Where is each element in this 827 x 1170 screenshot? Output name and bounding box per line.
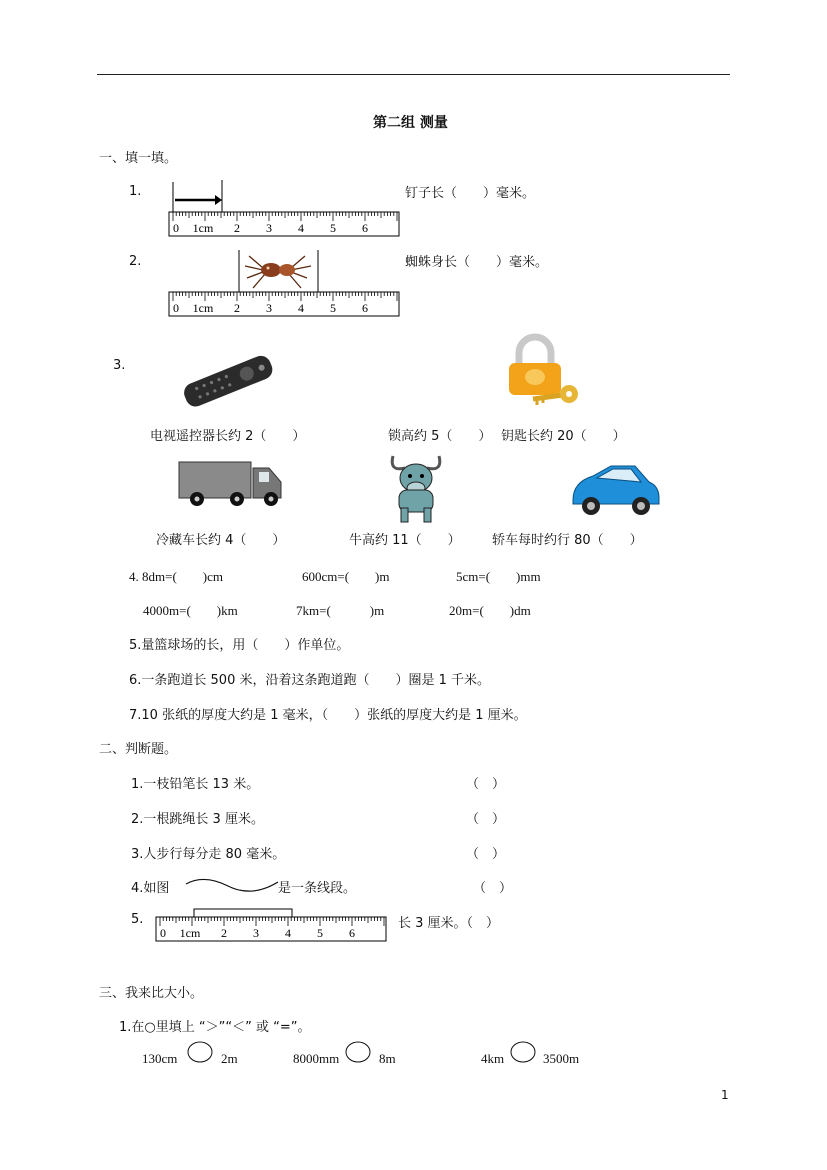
section2-heading: 二、判断题。 bbox=[99, 742, 178, 757]
compare-2-right: 8m bbox=[379, 1051, 396, 1066]
compare-instruction: 1.在○里填上 “＞”“＜” 或 “=”。 bbox=[119, 1020, 311, 1035]
remote-text: 电视遥控器长约 2（ ） bbox=[150, 429, 306, 444]
ruler-label: 4 bbox=[298, 221, 304, 235]
ruler-label: 1cm bbox=[192, 301, 214, 315]
ruler-label: 2 bbox=[221, 926, 227, 940]
ruler-label: 0 bbox=[173, 301, 179, 315]
ruler-with-bar bbox=[152, 906, 394, 950]
ruler-label: 5 bbox=[330, 221, 336, 235]
judge-2-text: 2.一根跳绳长 3 厘米。 bbox=[131, 812, 264, 827]
compare-1-right: 2m bbox=[221, 1051, 238, 1066]
header-rule bbox=[97, 74, 730, 75]
nail-head bbox=[215, 195, 222, 205]
lock-and-key-icon bbox=[503, 333, 585, 413]
q4-r2-a: 4000m=( )km bbox=[143, 603, 238, 618]
ruler-with-spider bbox=[165, 248, 405, 324]
ruler-label: 2 bbox=[234, 221, 240, 235]
compare-2-left: 8000mm bbox=[293, 1051, 340, 1066]
compare-1-left: 130cm bbox=[142, 1051, 178, 1066]
curve-line-figure bbox=[184, 872, 280, 896]
q4-r1-c: 5cm=( )mm bbox=[456, 569, 541, 584]
truck-icon bbox=[175, 456, 301, 508]
ruler-label: 3 bbox=[253, 926, 259, 940]
ruler-label: 3 bbox=[266, 221, 272, 235]
car-icon bbox=[567, 460, 663, 520]
q2-number: 2. bbox=[129, 254, 142, 269]
compare-circle-2[interactable] bbox=[344, 1040, 372, 1064]
q3-number: 3. bbox=[113, 358, 126, 373]
q4-r2-b: 7km=( )m bbox=[296, 603, 385, 618]
q4-r1-a: 4. 8dm=( )cm bbox=[129, 569, 223, 584]
ruler-label: 6 bbox=[362, 221, 368, 235]
page-title: 第二组 测量 bbox=[373, 115, 448, 131]
ruler-with-nail bbox=[165, 178, 405, 242]
section3-heading: 三、我来比大小。 bbox=[99, 986, 204, 1001]
page-number: 1 bbox=[721, 1088, 729, 1102]
q4-r2-c: 20m=( )dm bbox=[449, 603, 531, 618]
compare-3-left: 4km bbox=[481, 1051, 505, 1066]
ruler-label: 1cm bbox=[192, 221, 214, 235]
ox-text: 牛高约 11（ ） bbox=[349, 533, 461, 548]
judge-3-paren: （ ） bbox=[466, 847, 506, 862]
car-text: 轿车每时约行 80（ ） bbox=[492, 533, 643, 548]
ruler-label: 6 bbox=[349, 926, 355, 940]
ruler-label: 2 bbox=[234, 301, 240, 315]
judge-1-text: 1.一枝铅笔长 13 米。 bbox=[131, 777, 260, 792]
q5-text: 5.量篮球场的长，用（ ）作单位。 bbox=[129, 638, 350, 653]
judge-4-text2: 是一条线段。 bbox=[278, 881, 357, 896]
judge-3-text: 3.人步行每分走 80 毫米。 bbox=[131, 847, 286, 862]
key-text: 钥匙长约 20（ ） bbox=[501, 429, 626, 444]
compare-circle-1[interactable] bbox=[186, 1040, 214, 1064]
q6-text: 6.一条跑道长 500 米，沿着这条跑道跑（ ）圈是 1 千米。 bbox=[129, 673, 491, 688]
q4-r1-b: 600cm=( )m bbox=[302, 569, 390, 584]
judge-4-paren: （ ） bbox=[473, 881, 513, 896]
ruler-label: 6 bbox=[362, 301, 368, 315]
judge-1-paren: （ ） bbox=[466, 777, 506, 792]
ruler-label: 1cm bbox=[179, 926, 201, 940]
judge-4-text: 4.如图 bbox=[131, 881, 170, 896]
lock-text: 锁高约 5（ ） bbox=[388, 429, 492, 444]
section1-heading: 一、填一填。 bbox=[99, 151, 178, 166]
q7-text: 7.10 张纸的厚度大约是 1 毫米，（ ）张纸的厚度大约是 1 厘米。 bbox=[129, 708, 527, 723]
q1-number: 1. bbox=[129, 184, 142, 199]
compare-circle-3[interactable] bbox=[509, 1040, 537, 1064]
ruler-label: 5 bbox=[330, 301, 336, 315]
remote-control-icon bbox=[176, 344, 276, 418]
ox-icon bbox=[385, 448, 447, 526]
compare-3-right: 3500m bbox=[543, 1051, 580, 1066]
ruler-label: 0 bbox=[160, 926, 166, 940]
judge-5-text2: 长 3 厘米。（ ） bbox=[398, 916, 500, 931]
q1-text: 钉子长（ ）毫米。 bbox=[405, 186, 536, 201]
ruler-label: 4 bbox=[285, 926, 291, 940]
ruler-label: 5 bbox=[317, 926, 323, 940]
judge-2-paren: （ ） bbox=[466, 812, 506, 827]
ruler-label: 0 bbox=[173, 221, 179, 235]
judge-5-text: 5. bbox=[131, 912, 144, 927]
ruler-label: 3 bbox=[266, 301, 272, 315]
q2-text: 蜘蛛身长（ ）毫米。 bbox=[405, 255, 549, 270]
ruler-label: 4 bbox=[298, 301, 304, 315]
truck-text: 冷藏车长约 4（ ） bbox=[156, 533, 286, 548]
